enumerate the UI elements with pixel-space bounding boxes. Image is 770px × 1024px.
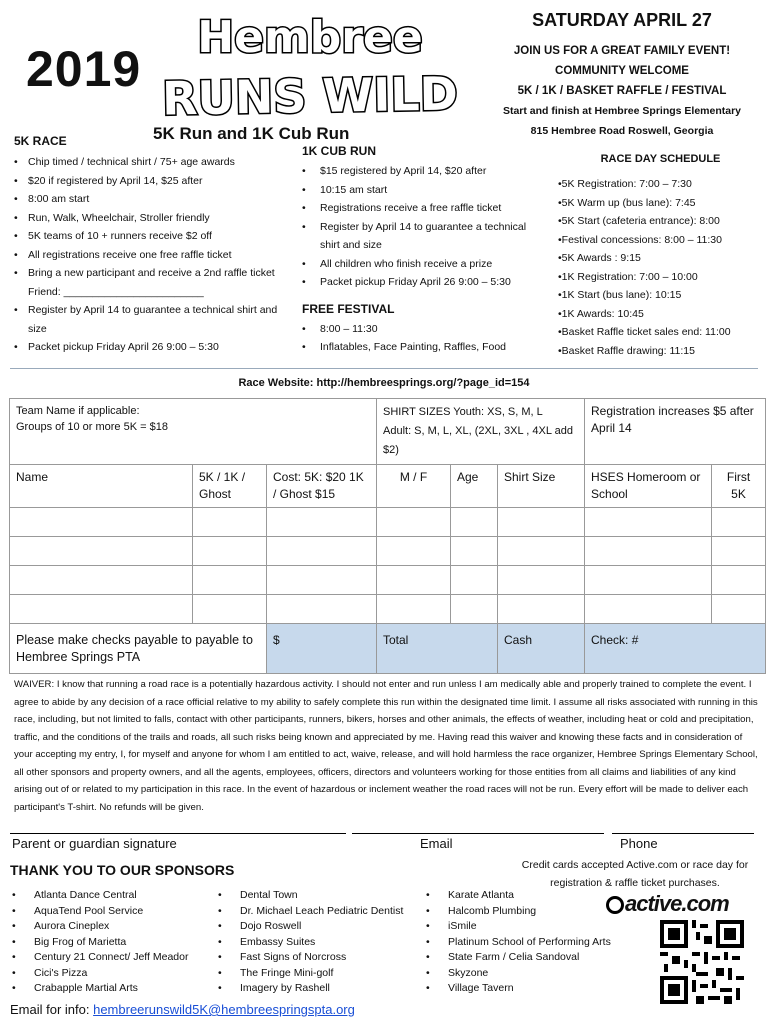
- info-line: JOIN US FOR A GREAT FAMILY EVENT!: [513, 45, 731, 57]
- col-header-name: Name: [10, 465, 193, 508]
- entry-cell[interactable]: [193, 508, 267, 537]
- event-subtitle: 5K Run and 1K Cub Run: [153, 124, 350, 143]
- col-header-cost: Cost: 5K: $20 1K / Ghost $15: [267, 465, 377, 508]
- entry-cell[interactable]: [267, 566, 377, 595]
- waiver-text: WAIVER: I know that running a road race is a potentially hazardous activity. I should not enter and run unless I am medically able and properly trained to complete the event. I agree to abide by any decision of a race official relative to my ability to safely complete this run within the designated time limit. I assume all risks associated with running in this race, including, but not limited to falls, contact with other participants, runners, bikers, horses and other animals, the effects of weather, including heat or cold and precipitation, traffic, and the conditions of the trails and roads, all such risks being known and appreciated by me. Having read this waiver and knowing these facts and in consideration of your accepting my entry, I, for myself and anyone for whom I am entitled to act, waive, release, and will hold harmless the race organizer, Hembree Springs Elementary School, all other sponsors and property owners, and all the agents, employees, officers, directors and volunteers working for those entities from all claims and liabilities of any kind arising out of or related to my participation in this race. In the event of hazardous or inclement weather the road races will not be run. Every effort will be made to deliver each participant's T-shirt. No refunds will be given.: [14, 679, 758, 813]
- entry-cell[interactable]: [377, 566, 451, 595]
- cub-run-item: • Registrations receive a free raffle ticket: [302, 199, 542, 218]
- col-header-shirt-size: Shirt Size: [498, 465, 585, 508]
- festival-title: FREE FESTIVAL: [302, 301, 395, 316]
- total-field[interactable]: Total: [377, 624, 498, 674]
- table-row: [10, 537, 766, 566]
- entry-cell[interactable]: [10, 595, 193, 624]
- sponsor-item: • Village Tavern: [426, 981, 641, 997]
- col-header-age: Age: [451, 465, 498, 508]
- race-5k-item: • 5K teams of 10 + runners receive $2 off: [14, 227, 290, 246]
- entry-cell[interactable]: [267, 537, 377, 566]
- entry-cell[interactable]: [585, 537, 712, 566]
- team-name-label: Team Name if applicable:: [16, 405, 140, 417]
- entry-cell[interactable]: [193, 595, 267, 624]
- sponsor-item: • Cici's Pizza: [12, 966, 217, 982]
- sponsor-item: • Skyzone: [426, 966, 641, 982]
- svg-text:RUNS WILD: RUNS WILD: [161, 66, 459, 126]
- table-row: [10, 566, 766, 595]
- email-label: Email: [420, 836, 453, 851]
- entry-cell[interactable]: [451, 595, 498, 624]
- sponsor-item: • Dr. Michael Leach Pediatric Dentist: [218, 904, 428, 920]
- festival-item: • Inflatables, Face Painting, Raffles, Food: [302, 338, 542, 357]
- entry-cell[interactable]: [585, 566, 712, 595]
- entry-cell[interactable]: [377, 508, 451, 537]
- sponsor-item: • Crabapple Martial Arts: [12, 981, 217, 997]
- race-5k-item: • Run, Walk, Wheelchair, Stroller friendly: [14, 209, 290, 228]
- race-5k-item: • Register by April 14 to guarantee a technical shirt and size: [14, 301, 290, 338]
- cub-run-title: 1K CUB RUN: [302, 144, 377, 158]
- col-header-gender: M / F: [377, 465, 451, 508]
- col-header-school: HSES Homeroom or School: [585, 465, 712, 508]
- sponsor-item: • Dojo Roswell: [218, 919, 428, 935]
- sponsor-item: • Century 21 Connect/ Jeff Meador: [12, 950, 217, 966]
- entry-cell[interactable]: [451, 508, 498, 537]
- schedule-item: •5K Start (cafeteria entrance): 8:00: [558, 215, 720, 227]
- schedule-item: •1K Registration: 7:00 – 10:00: [558, 270, 698, 283]
- entry-cell[interactable]: [712, 508, 766, 537]
- race-5k-item: • Bring a new participant and receive a 2nd raffle ticket Friend: ________________________: [14, 264, 290, 301]
- payment-amount-field[interactable]: $: [267, 624, 377, 674]
- entry-cell[interactable]: [712, 595, 766, 624]
- entry-cell[interactable]: [451, 537, 498, 566]
- cub-run-item: • Packet pickup Friday April 26 9:00 – 5:30: [302, 273, 542, 292]
- cub-run-item: • All children who finish receive a prize: [302, 255, 542, 274]
- team-name-field[interactable]: [10, 399, 377, 465]
- entry-cell[interactable]: [267, 508, 377, 537]
- credit-card-note: Credit cards accepted Active.com or race day for registration & raffle ticket purchases.: [521, 859, 749, 889]
- entry-cell[interactable]: [712, 537, 766, 566]
- sponsor-item: • The Fringe Mini-golf: [218, 966, 428, 982]
- entry-cell[interactable]: [10, 537, 193, 566]
- festival-item: • 8:00 – 11:30: [302, 320, 542, 339]
- sponsor-item: • Imagery by Rashell: [218, 981, 428, 997]
- shirt-sizes-youth: SHIRT SIZES Youth: XS, S, M, L: [383, 406, 543, 418]
- schedule-item: •Basket Raffle ticket sales end: 11:00: [558, 326, 731, 338]
- entry-cell[interactable]: [10, 566, 193, 595]
- schedule-title: RACE DAY SCHEDULE: [600, 153, 721, 165]
- info-line: 5K / 1K / BASKET RAFFLE / FESTIVAL: [517, 85, 727, 97]
- entry-cell[interactable]: [451, 566, 498, 595]
- event-year: 2019: [26, 41, 142, 97]
- race-5k-section: [14, 134, 290, 357]
- info-line: 815 Hembree Road Roswell, Georgia: [530, 125, 714, 137]
- parent-signature-label: Parent or guardian signature: [12, 836, 177, 851]
- shirt-sizes-info: [377, 399, 585, 465]
- schedule-item: •5K Registration: 7:00 – 7:30: [558, 178, 692, 190]
- cash-field[interactable]: Cash: [498, 624, 585, 674]
- sponsor-item: • Aurora Cineplex: [12, 919, 217, 935]
- schedule-item: •Festival concessions: 8:00 – 11:30: [558, 233, 722, 246]
- sponsor-item: • Dental Town: [218, 888, 428, 904]
- entry-cell[interactable]: [498, 566, 585, 595]
- active-logo-text: active.com: [625, 891, 729, 916]
- entry-cell[interactable]: [585, 508, 712, 537]
- race-5k-item: • All registrations receive one free raffle ticket: [14, 246, 290, 265]
- sponsor-item: • Karate Atlanta: [426, 888, 641, 904]
- race-website: Race Website: http://hembreesprings.org/?page_id=154: [238, 377, 530, 389]
- schedule-item: •5K Warm up (bus lane): 7:45: [558, 196, 696, 209]
- entry-cell[interactable]: [377, 537, 451, 566]
- registration-increase-note: Registration increases $5 after April 14: [585, 399, 766, 465]
- phone-label: Phone: [620, 836, 658, 851]
- sponsor-list-1: [12, 888, 217, 997]
- svg-text:Hembree: Hembree: [197, 12, 423, 63]
- contact-email: [10, 1002, 355, 1017]
- phone-line[interactable]: [612, 833, 754, 834]
- sponsor-item: • Platinum School of Performing Arts: [426, 935, 641, 951]
- sponsor-item: • Atlanta Dance Central: [12, 888, 217, 904]
- schedule-item: •1K Awards: 10:45: [558, 307, 644, 320]
- entry-cell[interactable]: [498, 595, 585, 624]
- info-line: COMMUNITY WELCOME: [555, 65, 689, 77]
- schedule-item: •5K Awards : 9:15: [558, 252, 641, 264]
- email-info-label: Email for info:: [10, 1002, 94, 1017]
- race-5k-title: 5K RACE: [14, 134, 67, 148]
- registration-form: [9, 398, 766, 674]
- cub-run-item: • $15 registered by April 14, $20 after: [302, 162, 542, 181]
- info-line: Start and finish at Hembree Springs Elementary: [502, 105, 742, 117]
- sponsor-item: • State Farm / Celia Sandoval: [426, 950, 641, 966]
- sponsor-item: • AquaTend Pool Service: [12, 904, 217, 920]
- email-link[interactable]: hembreerunswild5K@hembreespringspta.org: [93, 1002, 355, 1017]
- checks-payable-note: Please make checks payable to payable to Hembree Springs PTA: [10, 624, 267, 674]
- team-discount-note: Groups of 10 or more 5K = $18: [16, 421, 168, 433]
- shirt-sizes-adult: Adult: S, M, L, XL, (2XL, 3XL , 4XL add $2): [383, 425, 573, 456]
- race-5k-item: • Packet pickup Friday April 26 9:00 – 5:30: [14, 338, 290, 357]
- sponsor-item: • iSmile: [426, 919, 641, 935]
- schedule-item: •Basket Raffle drawing: 11:15: [558, 344, 695, 357]
- sponsor-item: • Fast Signs of Norcross: [218, 950, 428, 966]
- event-date: SATURDAY APRIL 27: [532, 10, 712, 30]
- col-header-race: 5K / 1K / Ghost: [193, 465, 267, 508]
- sponsor-list-2: [218, 888, 428, 997]
- entry-cell[interactable]: [712, 566, 766, 595]
- event-info: [478, 10, 766, 141]
- sponsor-item: • Halcomb Plumbing: [426, 904, 641, 920]
- parent-signature-line[interactable]: [10, 833, 346, 834]
- email-line[interactable]: [352, 833, 604, 834]
- race-5k-item: • 8:00 am start: [14, 190, 290, 209]
- cub-run-item: • 10:15 am start: [302, 181, 542, 200]
- divider: [10, 368, 758, 369]
- cub-run-section: [302, 144, 542, 357]
- entry-cell[interactable]: [193, 566, 267, 595]
- race-5k-item: • $20 if registered by April 14, $25 after: [14, 172, 290, 191]
- entry-cell[interactable]: [498, 508, 585, 537]
- table-row: [10, 508, 766, 537]
- race-day-schedule: [558, 153, 763, 360]
- cub-run-item: • Register by April 14 to guarantee a technical shirt and size: [302, 218, 542, 255]
- table-row: [10, 595, 766, 624]
- active-com-logo: [606, 891, 729, 917]
- col-header-first-5k: First 5K: [712, 465, 766, 508]
- entry-cell[interactable]: [498, 537, 585, 566]
- qr-code-icon: [660, 920, 744, 1004]
- entry-cell[interactable]: [267, 595, 377, 624]
- schedule-item: •1K Start (bus lane): 10:15: [558, 289, 682, 301]
- race-5k-item: • Chip timed / technical shirt / 75+ age awards: [14, 153, 290, 172]
- entry-cell[interactable]: [10, 508, 193, 537]
- entry-cell[interactable]: [585, 595, 712, 624]
- check-number-field[interactable]: Check: #: [585, 624, 766, 674]
- sponsors-title: THANK YOU TO OUR SPONSORS: [10, 862, 235, 878]
- sponsor-item: • Embassy Suites: [218, 935, 428, 951]
- sponsor-item: • Big Frog of Marietta: [12, 935, 217, 951]
- hembree-runs-wild-logo: [160, 8, 460, 126]
- entry-cell[interactable]: [193, 537, 267, 566]
- entry-cell[interactable]: [377, 595, 451, 624]
